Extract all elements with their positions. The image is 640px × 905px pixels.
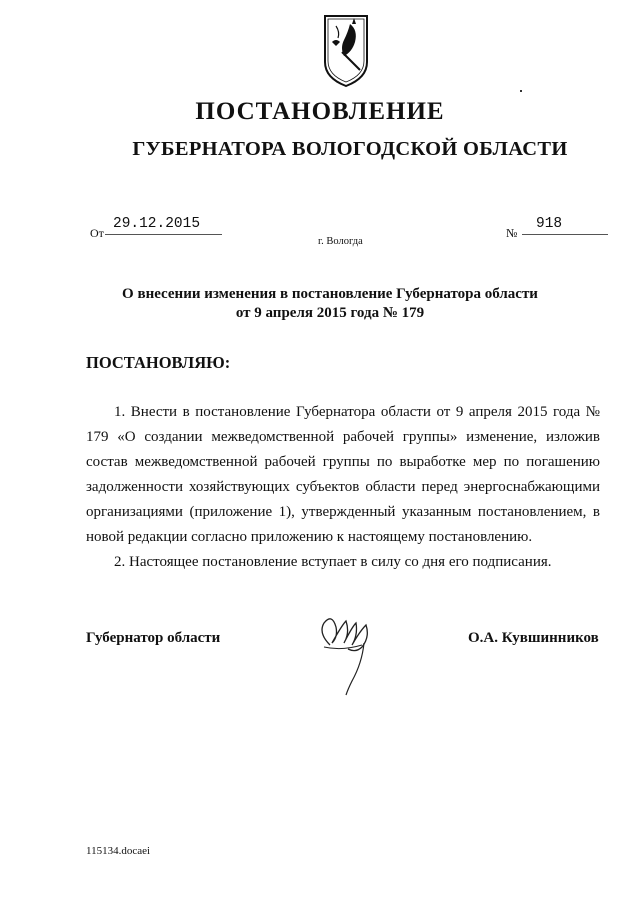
signatory-position: Губернатор области bbox=[86, 630, 221, 646]
signatory-name: О.А. Кувшинников bbox=[468, 630, 599, 646]
document-type-title: ПОСТАНОВЛЕНИЕ bbox=[195, 98, 445, 125]
decree-word: ПОСТАНОВЛЯЮ: bbox=[86, 353, 231, 372]
handwritten-signature bbox=[312, 603, 382, 698]
subject-line-2: от 9 апреля 2015 года № 179 bbox=[235, 305, 425, 321]
subject-line-1: О внесении изменения в постановление Губернатора области bbox=[122, 286, 538, 302]
paragraph-1: 1. Внести в постановление Губернатора области от 9 апреля 2015 года № 179 «О создании межведомственной рабочей группы» изменение, изложив состав межведомственной рабочей группы по выработке мер по погашению задолженности хозяйствующих субъектов области перед энергоснабжающими организациями (приложение 1), утвержденный указанным постановлением, в новой редакции согласно приложению к настоящему постановлению. bbox=[86, 404, 600, 545]
number-label: № bbox=[506, 226, 518, 240]
city: г. Вологда bbox=[318, 236, 363, 247]
date-label: От bbox=[90, 226, 104, 240]
document-body bbox=[86, 400, 600, 575]
paragraph-2: 2. Настоящее постановление вступает в силу со дня его подписания. bbox=[114, 554, 552, 570]
coat-of-arms-emblem bbox=[322, 12, 370, 88]
scan-speck bbox=[520, 90, 522, 92]
document-subject bbox=[100, 285, 560, 323]
file-name: 115134.docaei bbox=[86, 845, 151, 857]
issuer-title: ГУБЕРНАТОРА ВОЛОГОДСКОЙ ОБЛАСТИ bbox=[132, 138, 568, 160]
document-number: 918 bbox=[522, 214, 608, 235]
document-date: 29.12.2015 bbox=[105, 214, 222, 235]
